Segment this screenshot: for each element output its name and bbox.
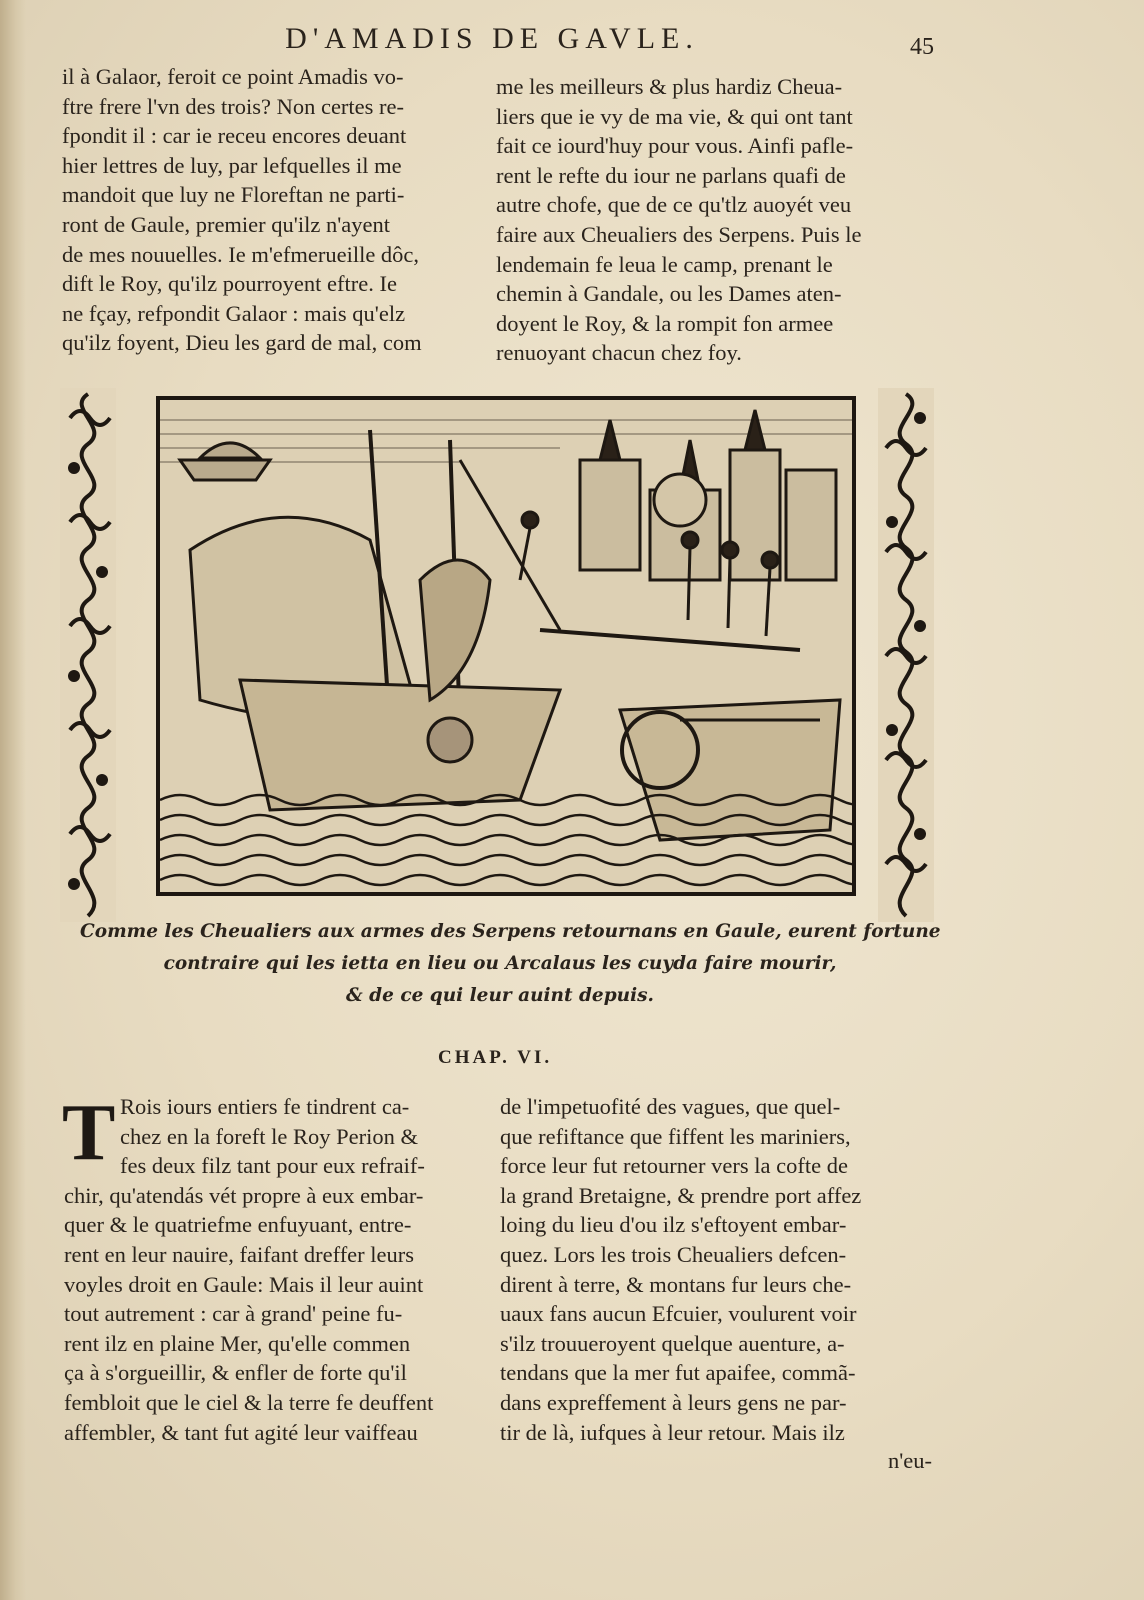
text-line: hier lettres de luy, par lefquelles il me [62,152,402,178]
text-column-bottom-left [62,1089,494,1447]
text-line: dift le Roy, qu'ilz pourroyent eftre. Ie [62,271,397,297]
text-line: force leur fut retourner vers la cofte de [500,1153,848,1179]
text-line: rent ilz en plaine Mer, qu'elle commen [64,1330,411,1356]
text-line: affembler, & tant fut agité leur vaiffeau [64,1419,418,1445]
text-line: quez. Lors les trois Cheualiers defcen- [500,1241,847,1267]
text-column-top-right [496,72,946,368]
text-line: mandoit que luy ne Floreftan ne parti- [62,182,405,208]
text-line: que refiftance que fiffent les mariniers, [500,1123,851,1149]
text-line: chez en la foreft le Roy Perion & [120,1123,419,1149]
text-line: fait ce iourd'huy pour vous. Ainfi pafle- [496,133,854,159]
text-line: renuoyant chacun chez foy. [496,340,742,366]
text-line: lendemain fe leua le camp, prenant le [496,251,833,277]
text-line: tendans que la mer fut apaifee, commã- [500,1360,856,1386]
text-column-top-left [62,62,492,358]
caption-line: & de ce qui leur auint depuis. [346,985,654,1006]
text-line: me les meilleurs & plus hardiz Cheua- [496,74,843,99]
text-line: tir de là, iufques à leur retour. Mais ilz [500,1419,845,1445]
text-line: uaux fans aucun Efcuier, voulurent voir [500,1301,857,1327]
ornamental-border-right [878,388,934,922]
text-line: tout autrement : car à grand' peine fu- [64,1301,403,1327]
text-line: la grand Bretaigne, & prendre port affez [500,1182,862,1208]
drop-capital: T [62,1089,116,1177]
text-line: rent en leur nauire, faifant dreffer leurs [64,1241,415,1267]
woodcut-illustration [156,396,856,896]
text-line: loing du lieu d'ou ilz s'eftoyent embar- [500,1212,847,1238]
text-line: dirent à terre, & montans fur leurs che- [500,1271,852,1297]
text-line: qu'ilz foyent, Dieu les gard de mal, com [62,330,422,356]
page-gutter [0,0,26,1600]
text-line: de l'impetuofité des vagues, que quel- [500,1094,841,1119]
chapter-heading: CHAP. VI. [438,1047,553,1068]
text-line: s'ilz trouueroyent quelque auenture, a- [500,1330,845,1356]
text-line: ça à s'orgueillir, & enfler de forte qu'il [64,1360,407,1386]
text-line: rent le refte du iour ne parlans quafi de [496,162,846,188]
text-line: ftre frere l'vn des trois? Non certes re- [62,93,405,119]
text-line: Rois iours entiers fe tindrent ca- [120,1094,410,1119]
text-line: autre chofe, que de ce qu'tlz auoyét veu [496,192,852,218]
text-line: chemin à Gandale, ou les Dames aten- [496,281,842,307]
catchword: n'eu- [888,1448,933,1473]
text-line: chir, qu'atendás vét propre à eux embar- [64,1182,424,1208]
running-title: D'AMADIS DE GAVLE. [285,22,699,55]
text-line: ront de Gaule, premier qu'ilz n'ayent [62,211,390,237]
text-line: faire aux Cheualiers des Serpens. Puis le [496,221,862,247]
page-number: 45 [910,34,934,60]
text-line: doyent le Roy, & la rompit fon armee [496,310,834,336]
illustration-caption [80,916,941,1012]
text-line: fembloit que le ciel & la terre fe deuffent [64,1389,434,1415]
text-line: ne fçay, refpondit Galaor : mais qu'elz [62,300,406,326]
text-line: dans expreffement à leurs gens ne par- [500,1389,847,1415]
ornamental-border-left [60,388,116,922]
text-line: liers que ie vy de ma vie, & qui ont tant [496,103,853,129]
caption-line: contraire qui les ietta en lieu ou Arcalaus les cuyda faire mourir, [163,953,837,974]
text-line: de mes nouuelles. Ie m'efmerueille dôc, [62,241,420,267]
text-column-bottom-right [500,1092,950,1447]
text-line: fes deux filz tant pour eux refraif- [120,1153,425,1179]
text-line: voyles droit en Gaule: Mais il leur auint [64,1271,424,1297]
right-ship [620,700,840,840]
text-line: fpondit il : car ie receu encores deuant [62,123,407,149]
text-line: quer & le quatriefme enfuyuant, entre- [64,1212,412,1238]
text-line: il à Galaor, feroit ce point Amadis vo- [62,64,404,89]
caption-line: Comme les Cheualiers aux armes des Serpens retournans en Gaule, eurent fortune [80,921,941,942]
